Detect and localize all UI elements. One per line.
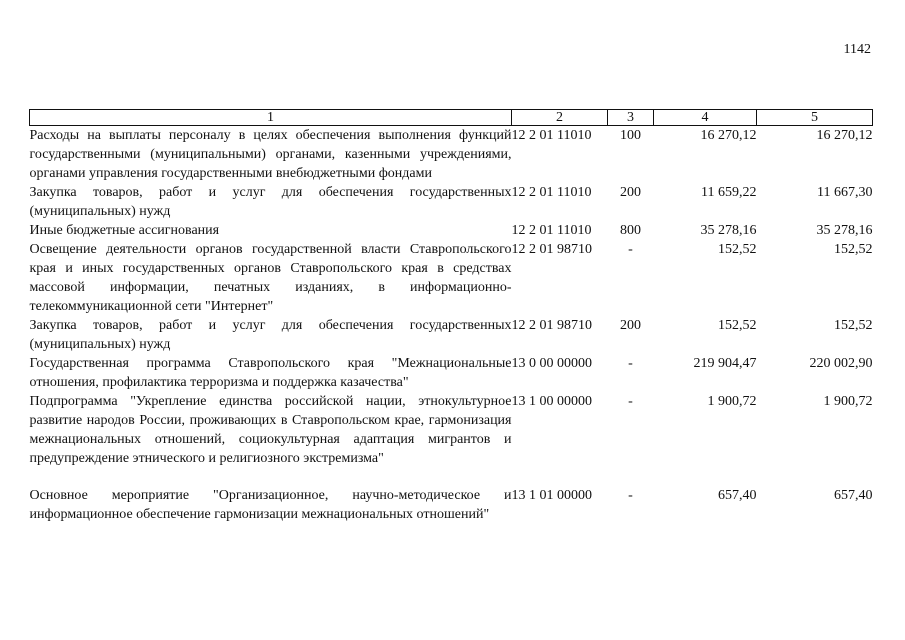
row-csr: 13 1 00 00000 — [511, 394, 592, 409]
table-header-row — [30, 110, 873, 126]
table-row — [30, 316, 873, 354]
row-sum2: 16 270,12 — [816, 128, 873, 143]
row-sum1: 219 904,47 — [693, 356, 757, 371]
header-cell-csr: 2 — [512, 110, 608, 126]
row-sum1: 152,52 — [718, 318, 757, 333]
table-row — [30, 354, 873, 392]
row-name: Закупка товаров, работ и услуг для обеспечения государственных (муниципальных) нужд — [29, 185, 512, 219]
row-csr: 12 2 01 11010 — [511, 185, 592, 200]
row-vr: - — [628, 488, 633, 503]
row-sum1: 11 659,22 — [701, 185, 757, 200]
row-vr: - — [628, 356, 633, 371]
header-cell-name: 1 — [30, 110, 512, 126]
row-name: Иные бюджетные ассигнования — [29, 223, 220, 238]
table-row — [30, 392, 873, 468]
row-name: Подпрограмма "Укрепление единства российской нации, этнокультурное развитие народов России, проживающих в Ставропольском крае, гармонизация межнациональных отношений, социокультурная адаптация мигрантов и предупреждение этнического и религиозного экстремизма" — [29, 394, 512, 466]
row-csr: 13 0 00 00000 — [511, 356, 592, 371]
row-name: Освещение деятельности органов государственной власти Ставропольского края и иных государственных органов Ставропольского края в средствах массовой информации, печатных изданиях, в информационно-телекоммуникационной сети "Интернет" — [29, 242, 512, 314]
row-sum2: 11 667,30 — [817, 185, 873, 200]
budget-table — [29, 109, 873, 524]
row-sum2: 35 278,16 — [816, 223, 873, 238]
row-csr: 12 2 01 98710 — [511, 318, 592, 333]
table-row — [30, 240, 873, 316]
header-cell-sum2: 5 — [757, 110, 873, 126]
row-vr: 200 — [620, 318, 641, 333]
table-row — [30, 183, 873, 221]
table-row — [30, 126, 873, 184]
row-name: Основное мероприятие "Организационное, научно-методическое и информационное обеспечение гармонизации межнациональных отношений" — [29, 488, 512, 522]
row-vr: 200 — [620, 185, 641, 200]
row-sum1: 35 278,16 — [700, 223, 757, 238]
row-sum2: 152,52 — [834, 242, 873, 257]
row-sum2: 152,52 — [834, 318, 873, 333]
row-sum2: 657,40 — [834, 488, 873, 503]
header-cell-sum1: 4 — [654, 110, 757, 126]
row-sum1: 657,40 — [718, 488, 757, 503]
row-name: Закупка товаров, работ и услуг для обеспечения государственных (муниципальных) нужд — [29, 318, 512, 352]
page-number: 1142 — [843, 42, 871, 57]
row-sum2: 220 002,90 — [809, 356, 873, 371]
row-csr: 12 2 01 11010 — [511, 223, 592, 238]
row-vr: 100 — [620, 128, 641, 143]
table-row — [30, 221, 873, 240]
header-cell-vr: 3 — [608, 110, 654, 126]
row-vr: - — [628, 394, 633, 409]
row-spacer — [30, 468, 873, 486]
table-row — [30, 486, 873, 524]
row-sum1: 16 270,12 — [700, 128, 757, 143]
row-csr: 12 2 01 98710 — [511, 242, 592, 257]
row-name: Расходы на выплаты персоналу в целях обеспечения выполнения функций государственными (муниципальными) органами, казенными учреждениями, органами управления государственными внебюджетными фондами — [29, 128, 512, 181]
row-vr: 800 — [620, 223, 641, 238]
row-csr: 12 2 01 11010 — [511, 128, 592, 143]
row-name: Государственная программа Ставропольского края "Межнациональные отношения, профилактика терроризма и поддержка казачества" — [29, 356, 512, 390]
row-sum1: 152,52 — [718, 242, 757, 257]
row-csr: 13 1 01 00000 — [511, 488, 592, 503]
row-sum2: 1 900,72 — [823, 394, 873, 409]
row-vr: - — [628, 242, 633, 257]
row-sum1: 1 900,72 — [707, 394, 757, 409]
